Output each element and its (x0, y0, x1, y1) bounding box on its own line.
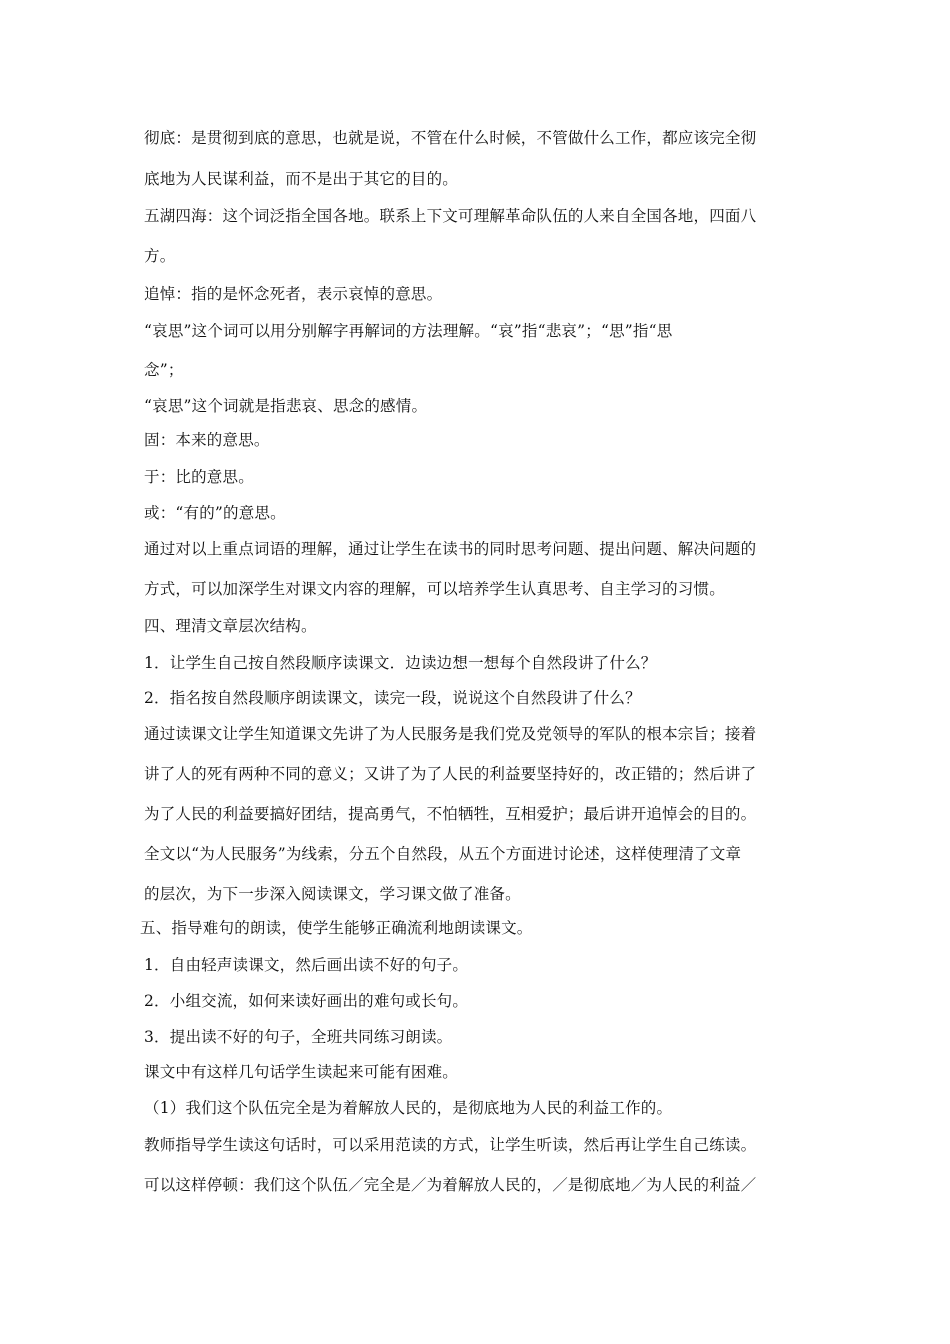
text-line: 或：“有的”的意思。 (144, 504, 286, 522)
text-line: 彻底：是贯彻到底的意思，也就是说，不管在什么时候，不管做什么工作，都应该完全彻 (144, 129, 757, 147)
text-line: “哀思”这个词就是指悲哀、思念的感情。 (144, 397, 428, 415)
text-line: 的层次，为下一步深入阅读课文，学习课文做了准备。 (144, 885, 521, 903)
text-line: 2．指名按自然段顺序朗读课文，读完一段，说说这个自然段讲了什么？ (144, 689, 641, 707)
text-line: 1．让学生自己按自然段顺序读课文．边读边想一想每个自然段讲了什么？ (144, 654, 657, 672)
text-line: 通过对以上重点词语的理解，通过让学生在读书的同时思考问题、提出问题、解决问题的 (144, 540, 757, 558)
text-line: 2．小组交流，如何来读好画出的难句或长句。 (144, 992, 469, 1010)
text-line: 3．提出读不好的句子，全班共同练习朗读。 (144, 1028, 453, 1046)
text-line: 1．自由轻声读课文，然后画出读不好的句子。 (144, 956, 469, 974)
text-line: 底地为人民谋利益，而不是出于其它的目的。 (144, 170, 459, 188)
text-line: （1）我们这个队伍完全是为着解放人民的，是彻底地为人民的利益工作的。 (144, 1099, 673, 1117)
text-line: 为了人民的利益要搞好团结，提高勇气，不怕牺牲，互相爱护；最后讲开追悼会的目的。 (144, 805, 757, 823)
text-line: 于：比的意思。 (144, 468, 254, 486)
section-heading: 五、指导难句的朗读，使学生能够正确流利地朗读课文。 (140, 919, 533, 937)
text-line: 念”； (144, 361, 184, 379)
text-line: 五湖四海：这个词泛指全国各地。联系上下文可理解革命队伍的人来自全国各地，四面八 (144, 207, 757, 225)
text-line: 可以这样停顿：我们这个队伍／完全是／为着解放人民的，／是彻底地／为人民的利益／ (144, 1176, 757, 1194)
text-line: 课文中有这样几句话学生读起来可能有困难。 (144, 1063, 459, 1081)
text-line: 通过读课文让学生知道课文先讲了为人民服务是我们党及党领导的军队的根本宗旨；接着 (144, 725, 757, 743)
text-line: 全文以“为人民服务”为线索，分五个自然段，从五个方面进讨论述，这样使理清了文章 (144, 845, 742, 863)
text-line: 讲了人的死有两种不同的意义；又讲了为了人民的利益要坚持好的，改正错的；然后讲了 (144, 765, 757, 783)
text-line: 教师指导学生读这句话时，可以采用范读的方式，让学生听读，然后再让学生自己练读。 (144, 1136, 757, 1154)
text-line: 追悼：指的是怀念死者，表示哀悼的意思。 (144, 285, 443, 303)
text-line: 固：本来的意思。 (144, 431, 270, 449)
section-heading: 四、理清文章层次结构。 (144, 617, 317, 635)
text-line: “哀思”这个词可以用分别解字再解词的方法理解。“哀”指“悲哀”；“思”指“思 (144, 322, 673, 340)
text-line: 方。 (144, 247, 176, 265)
text-line: 方式，可以加深学生对课文内容的理解，可以培养学生认真思考、自主学习的习惯。 (144, 580, 725, 598)
